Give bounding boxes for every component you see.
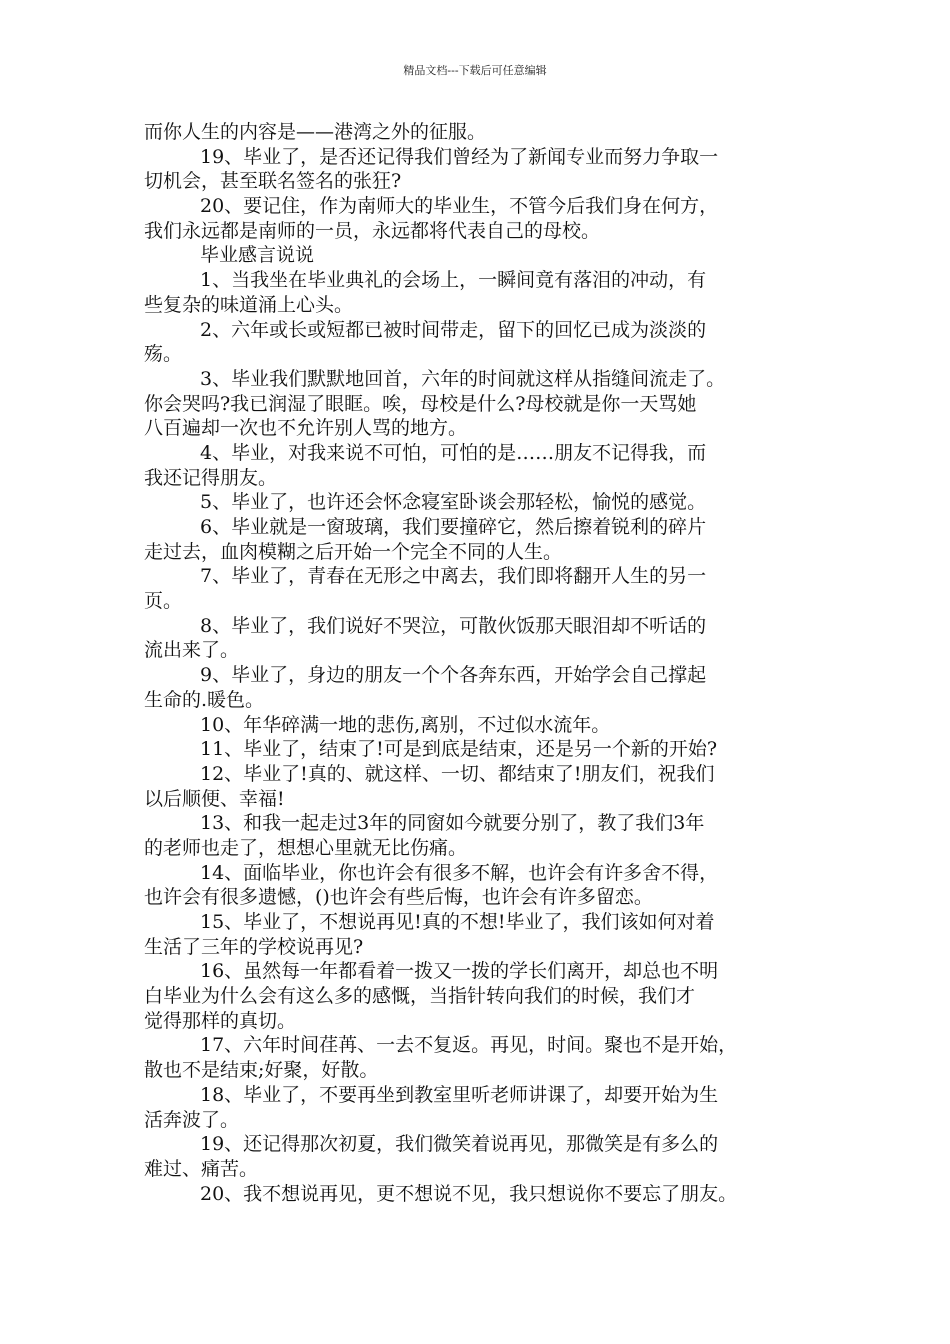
text-line: 20、要记住，作为南师大的毕业生，不管今后我们身在何方， (200, 195, 719, 218)
text-line: 毕业感言说说 (200, 244, 315, 267)
text-line: 生命的.暖色。 (144, 688, 265, 711)
text-line: 八百遍却一次也不允许别人骂的地方。 (144, 417, 468, 440)
text-line: 3、毕业我们默默地回首，六年的时间就这样从指缝间流走了。 (200, 367, 726, 390)
text-line: 难过、痛苦。 (144, 1157, 259, 1180)
text-line: 我们永远都是南师的一员，永远都将代表自己的母校。 (144, 219, 601, 242)
text-line: 7、毕业了，青春在无形之中离去，我们即将翻开人生的另一 (200, 565, 707, 588)
text-line: 活奔波了。 (144, 1108, 240, 1131)
text-line: 生活了三年的学校说再见? (144, 935, 364, 958)
page-header: 精品文档---下载后可任意编辑 (403, 64, 547, 77)
text-line: 页。 (144, 590, 183, 613)
text-line: 我还记得朋友。 (144, 466, 278, 489)
text-line: 1、当我坐在毕业典礼的会场上，一瞬间竟有落泪的冲动，有 (200, 269, 707, 292)
text-line: 20、我不想说再见，更不想说不见，我只想说你不要忘了朋友。 (200, 1182, 738, 1205)
text-line: 你会哭吗?我已润湿了眼眶。唉，母校是什么?母校就是你一天骂她 (144, 392, 697, 415)
text-line: 白毕业为什么会有这么多的感慨，当指针转向我们的时候，我们才 (144, 985, 696, 1008)
text-line: 觉得那样的真切。 (144, 1009, 297, 1032)
text-line: 14、面临毕业，你也许会有很多不解，也许会有许多舍不得， (200, 861, 719, 884)
text-line: 以后顺便、幸福! (144, 787, 285, 810)
text-line: 而你人生的内容是——港湾之外的征服。 (144, 121, 487, 143)
text-line: 9、毕业了，身边的朋友一个个各奔东西，开始学会自己撑起 (200, 664, 707, 687)
text-line: 切机会，甚至联名签名的张狂? (144, 170, 402, 193)
text-line: 流出来了。 (144, 639, 240, 662)
text-line: 13、和我一起走过3年的同窗如今就要分别了，教了我们3年 (200, 812, 705, 835)
text-line: 8、毕业了，我们说好不哭泣，可散伙饭那天眼泪却不听话的 (200, 614, 707, 637)
text-line: 17、六年时间荏苒、一去不复返。再见，时间。聚也不是开始， (200, 1034, 738, 1057)
text-line: 11、毕业了，结束了!可是到底是结束，还是另一个新的开始? (200, 738, 718, 761)
text-line: 12、毕业了!真的、就这样、一切、都结束了!朋友们，祝我们 (200, 762, 715, 785)
text-line: 5、毕业了，也许还会怀念寝室卧谈会那轻松，愉悦的感觉。 (200, 491, 707, 514)
text-line: 的老师也走了，想想心里就无比伤痛。 (144, 836, 468, 859)
text-line: 19、还记得那次初夏，我们微笑着说再见，那微笑是有多么的 (200, 1133, 719, 1156)
text-line: 些复杂的味道涌上心头。 (144, 293, 354, 316)
text-line: 也许会有很多遗憾，()也许会有些后悔，也许会有许多留恋。 (144, 886, 653, 909)
document-body (144, 120, 810, 1206)
text-line: 走过去，血肉模糊之后开始一个完全不同的人生。 (144, 540, 563, 563)
text-line: 殇。 (144, 343, 183, 366)
text-line: 19、毕业了，是否还记得我们曾经为了新闻专业而努力争取一 (200, 145, 719, 168)
text-line: 10、年华碎满一地的悲伤,离别，不过似水流年。 (200, 713, 611, 736)
text-line: 16、虽然每一年都看着一拨又一拨的学长们离开，却总也不明 (200, 960, 719, 983)
text-line: 6、毕业就是一窗玻璃，我们要撞碎它，然后擦着锐利的碎片 (200, 516, 707, 538)
text-line: 15、毕业了，不想说再见!真的不想!毕业了，我们该如何对着 (200, 911, 715, 933)
text-line: 2、六年或长或短都已被时间带走，留下的回忆已成为淡淡的 (200, 318, 707, 341)
text-line: 散也不是结束;好聚，好散。 (144, 1059, 379, 1082)
text-line: 4、毕业，对我来说不可怕，可怕的是……朋友不记得我，而 (200, 441, 707, 464)
text-line: 18、毕业了，不要再坐到教室里听老师讲课了，却要开始为生 (200, 1083, 719, 1106)
